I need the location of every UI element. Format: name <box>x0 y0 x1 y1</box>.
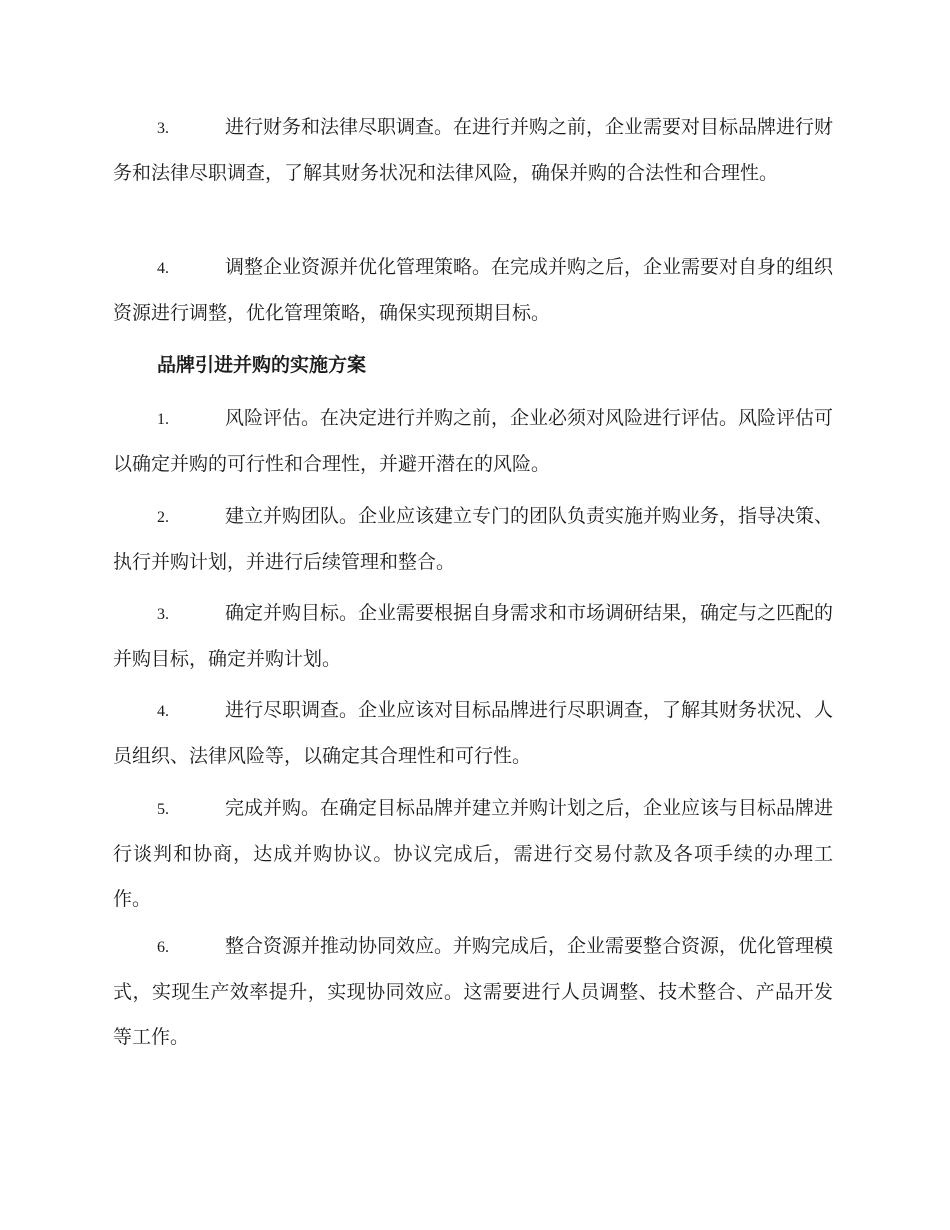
list-item <box>113 688 833 779</box>
list-item-number: 3. <box>157 606 169 623</box>
list-item-text: 确定并购目标。企业需要根据自身需求和市场调研结果，确定与之匹配的并购目标，确定并购计划。 <box>113 602 834 670</box>
list-item-number: 4. <box>157 703 169 720</box>
list-item-text: 完成并购。在确定目标品牌并建立并购计划之后，企业应该与目标品牌进行谈判和协商，达成并购协议。协议完成后，需进行交易付款及各项手续的办理工作。 <box>113 797 834 910</box>
section-heading: 品牌引进并购的实施方案 <box>157 354 367 376</box>
list-item <box>113 924 833 1060</box>
list-item <box>113 396 833 487</box>
list-item-number: 3. <box>157 120 169 137</box>
list-item-text: 整合资源并推动协同效应。并购完成后，企业需要整合资源，优化管理模式，实现生产效率提升，实现协同效应。这需要进行人员调整、技术整合、产品开发等工作。 <box>113 935 834 1048</box>
list-item-text: 调整企业资源并优化管理策略。在完成并购之后，企业需要对自身的组织资源进行调整，优化管理策略，确保实现预期目标。 <box>113 256 834 324</box>
list-item <box>113 105 833 196</box>
list-item-number: 2. <box>157 509 169 526</box>
list-item-number: 5. <box>157 801 169 818</box>
list-item <box>113 494 833 585</box>
list-item-text: 建立并购团队。企业应该建立专门的团队负责实施并购业务，指导决策、执行并购计划，并进行后续管理和整合。 <box>113 505 834 573</box>
list-item-text: 风险评估。在决定进行并购之前，企业必须对风险进行评估。风险评估可以确定并购的可行性和合理性，并避开潜在的风险。 <box>113 407 834 475</box>
list-item-text: 进行财务和法律尽职调查。在进行并购之前，企业需要对目标品牌进行财务和法律尽职调查，了解其财务状况和法律风险，确保并购的合法性和合理性。 <box>113 116 834 184</box>
list-item <box>113 245 833 336</box>
list-item-text: 进行尽职调查。企业应该对目标品牌进行尽职调查，了解其财务状况、人员组织、法律风险等，以确定其合理性和可行性。 <box>113 699 834 767</box>
list-item <box>113 786 833 922</box>
list-item <box>113 591 833 682</box>
list-item-number: 4. <box>157 260 169 277</box>
list-item-number: 6. <box>157 939 169 956</box>
list-item-number: 1. <box>157 411 169 428</box>
